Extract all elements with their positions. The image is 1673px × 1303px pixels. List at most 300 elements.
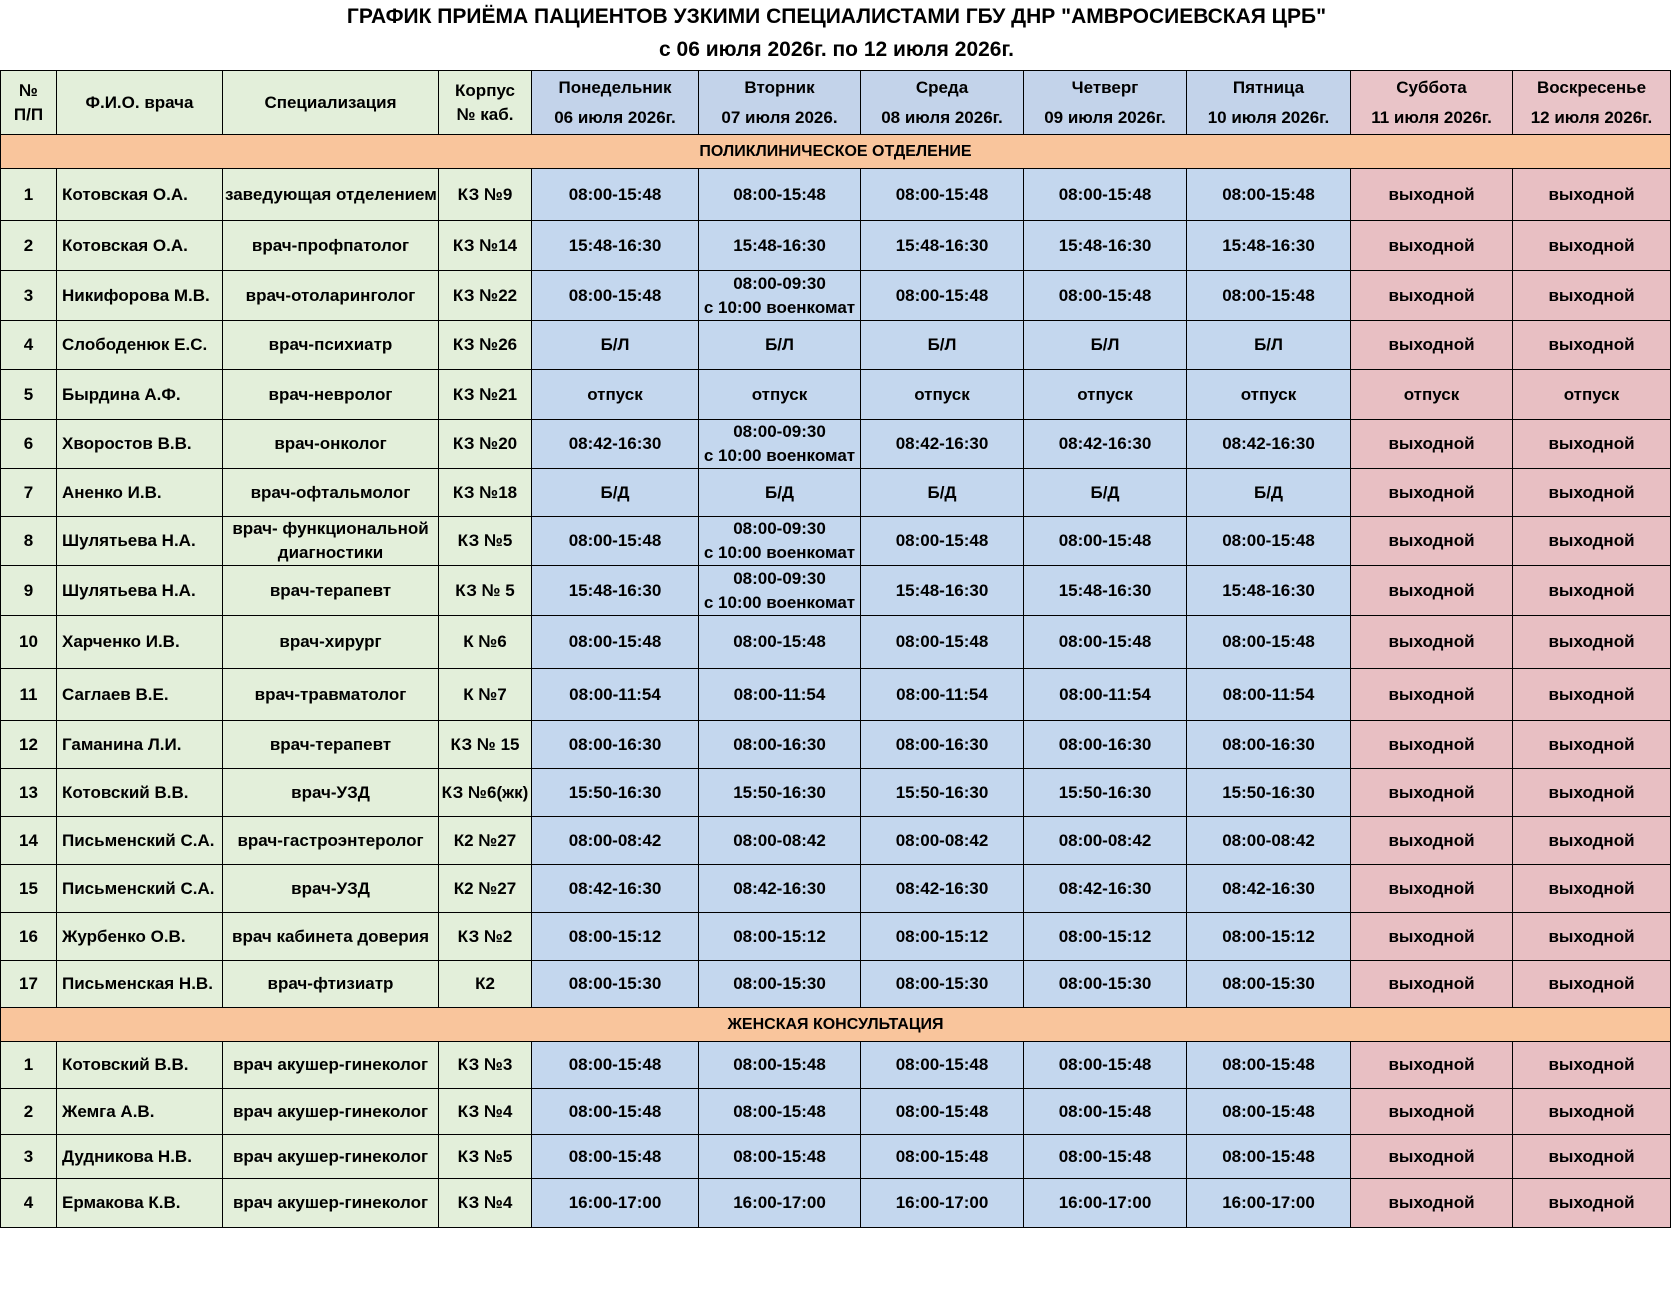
schedule-value: Б/Д: [764, 482, 795, 502]
schedule-value: 08:00-15:48: [733, 1055, 826, 1074]
schedule-value: отпуск: [1403, 384, 1460, 404]
page-period: с 06 июля 2026г. по 12 июля 2026г.: [659, 38, 1014, 61]
schedule-value: 08:00-15:48: [1222, 531, 1315, 550]
schedule-cell: [699, 1042, 861, 1089]
schedule-cell: [861, 1089, 1024, 1135]
schedule-cell: [1351, 669, 1513, 721]
schedule-cell: [1351, 271, 1513, 321]
schedule-value: 08:00-15:48: [568, 632, 662, 651]
specialization-line: врач акушер-гинеколог: [232, 1146, 429, 1166]
schedule-value: 08:00-08:42: [568, 830, 662, 850]
schedule-value: 08:00-15:48: [1222, 1146, 1315, 1166]
schedule-value: Б/Л: [1090, 335, 1120, 354]
schedule-cell: [861, 1135, 1024, 1179]
schedule-cell: [1351, 370, 1513, 420]
schedule-cell: [861, 370, 1024, 420]
schedule-value: 08:00-15:48: [1222, 1055, 1315, 1074]
schedule-value: выходной: [1548, 1193, 1635, 1212]
schedule-value: выходной: [1548, 1146, 1635, 1166]
schedule-value: 08:42-16:30: [1058, 878, 1152, 898]
specialization-line: врач-онколог: [274, 434, 387, 453]
schedule-cell: [1351, 169, 1513, 221]
doctor-name: Аненко И.В.: [57, 469, 223, 517]
row-number: 1: [1, 169, 57, 221]
room-number: КЗ № 15: [439, 721, 532, 769]
schedule-cell: [699, 1179, 861, 1228]
specialization-line: врач-гастроэнтеролог: [237, 830, 424, 850]
schedule-cell: [1351, 817, 1513, 865]
header-room: Корпус № каб.: [439, 71, 532, 135]
schedule-value: выходной: [1548, 580, 1635, 600]
schedule-cell: [699, 817, 861, 865]
schedule-cell: [861, 721, 1024, 769]
row-number: 15: [1, 865, 57, 913]
schedule-cell: [532, 517, 699, 566]
schedule-cell: [699, 566, 861, 616]
table-row: [1, 1179, 1671, 1228]
table-row: [1, 517, 1671, 566]
schedule-cell: [1187, 370, 1351, 420]
schedule-cell: [861, 221, 1024, 271]
schedule-value: 08:00-15:48: [568, 1101, 662, 1121]
schedule-value: 08:00-15:48: [1058, 1055, 1152, 1074]
schedule-value: 08:00-15:48: [733, 184, 826, 204]
schedule-cell: [532, 370, 699, 420]
row-number: 12: [1, 721, 57, 769]
schedule-value: выходной: [1388, 974, 1475, 993]
schedule-cell: [699, 517, 861, 566]
schedule-cell: [532, 221, 699, 271]
schedule-value: 16:00-17:00: [1222, 1193, 1315, 1212]
schedule-cell: [699, 961, 861, 1008]
schedule-value: 08:00-15:30: [1222, 974, 1315, 993]
schedule-value: 08:00-15:48: [1058, 285, 1152, 305]
schedule-value: отпуск: [751, 384, 808, 404]
schedule-value: выходной: [1388, 434, 1475, 453]
schedule-value: выходной: [1548, 684, 1635, 704]
schedule-cell: [699, 616, 861, 669]
schedule-cell: [1513, 769, 1671, 817]
schedule-value: 08:00-15:48: [1058, 1101, 1152, 1121]
row-number: 5: [1, 370, 57, 420]
schedule-cell: [532, 566, 699, 616]
schedule-cell: [1513, 961, 1671, 1008]
table-row: [1, 616, 1671, 669]
specialization-line: врач- функциональной: [232, 519, 429, 538]
row-number: 14: [1, 817, 57, 865]
schedule-value: с 10:00 военкомат: [703, 592, 856, 612]
schedule-cell: [1513, 517, 1671, 566]
schedule-value: 15:48-16:30: [1058, 235, 1152, 255]
schedule-value: 08:00-15:48: [1222, 184, 1315, 204]
schedule-value: 15:50-16:30: [895, 782, 989, 802]
schedule-cell: [861, 616, 1024, 669]
schedule-cell: [1351, 769, 1513, 817]
doctor-name: Котовская О.А.: [57, 169, 223, 221]
specialization: [223, 469, 439, 517]
schedule-value: 08:00-15:48: [895, 632, 989, 651]
schedule-cell: [532, 769, 699, 817]
schedule-cell: [1351, 1042, 1513, 1089]
schedule-value: 16:00-17:00: [1058, 1193, 1152, 1212]
schedule-cell: [861, 769, 1024, 817]
room-number: КЗ №5: [439, 517, 532, 566]
schedule-cell: [532, 1135, 699, 1179]
table-row: [1, 169, 1671, 221]
table-row: [1, 420, 1671, 469]
room-number: КЗ №18: [439, 469, 532, 517]
schedule-cell: [1024, 169, 1187, 221]
schedule-cell: [1351, 517, 1513, 566]
schedule-cell: [1513, 817, 1671, 865]
table-body: [1, 135, 1671, 1228]
schedule-cell: [1024, 1089, 1187, 1135]
schedule-value: 15:48-16:30: [1058, 580, 1152, 600]
schedule-value: 08:00-08:42: [733, 830, 826, 850]
schedule-value: выходной: [1548, 531, 1635, 550]
schedule-value: выходной: [1548, 1055, 1635, 1074]
row-number: 4: [1, 321, 57, 370]
section-header-row: [1, 1008, 1671, 1042]
schedule-value: 16:00-17:00: [895, 1193, 989, 1212]
schedule-value: Б/Д: [1090, 482, 1120, 502]
schedule-value: 08:00-15:30: [733, 974, 826, 993]
doctor-name: Журбенко О.В.: [57, 913, 223, 961]
schedule-cell: [861, 669, 1024, 721]
doctor-name: Дудникова Н.В.: [57, 1135, 223, 1179]
schedule-value: выходной: [1548, 926, 1635, 946]
schedule-value: Б/Л: [765, 335, 794, 354]
schedule-value: 08:00-11:54: [569, 684, 661, 704]
doctor-name: Жемга А.В.: [57, 1089, 223, 1135]
schedule-value: выходной: [1548, 434, 1635, 453]
specialization-line: врач-УЗД: [291, 878, 370, 898]
schedule-cell: [1351, 420, 1513, 469]
table-row: [1, 469, 1671, 517]
row-number: 16: [1, 913, 57, 961]
schedule-cell: [1024, 1135, 1187, 1179]
schedule-value: 08:00-15:48: [568, 184, 662, 204]
schedule-value: 15:50-16:30: [1222, 782, 1315, 802]
schedule-cell: [1187, 221, 1351, 271]
schedule-cell: [699, 769, 861, 817]
row-number: 13: [1, 769, 57, 817]
schedule-value: 08:42-16:30: [895, 878, 989, 898]
room-number: КЗ №2: [439, 913, 532, 961]
schedule-cell: [1351, 616, 1513, 669]
doctor-name: Шулятьева Н.А.: [57, 517, 223, 566]
schedule-value: 08:00-09:30: [733, 568, 826, 588]
specialization: [223, 961, 439, 1008]
room-number: КЗ №26: [439, 321, 532, 370]
room-number: КЗ №5: [439, 1135, 532, 1179]
schedule-cell: [1513, 370, 1671, 420]
schedule-cell: [699, 221, 861, 271]
doctor-name: Хворостов В.В.: [57, 420, 223, 469]
schedule-cell: [1351, 221, 1513, 271]
schedule-value: выходной: [1388, 1146, 1475, 1166]
schedule-cell: [1187, 321, 1351, 370]
schedule-value: выходной: [1548, 482, 1635, 502]
schedule-cell: [861, 913, 1024, 961]
schedule-value: выходной: [1388, 1101, 1475, 1121]
schedule-cell: [1024, 271, 1187, 321]
schedule-value: выходной: [1388, 734, 1475, 754]
schedule-cell: [532, 321, 699, 370]
doctor-name: Бырдина А.Ф.: [57, 370, 223, 420]
schedule-cell: [699, 913, 861, 961]
schedule-cell: [532, 1179, 699, 1228]
schedule-cell: [699, 271, 861, 321]
schedule-value: выходной: [1388, 684, 1475, 704]
row-number: 2: [1, 1089, 57, 1135]
page-title: ГРАФИК ПРИЁМА ПАЦИЕНТОВ УЗКИМИ СПЕЦИАЛИСТАМИ ГБУ ДНР "АМВРОСИЕВСКАЯ ЦРБ": [346, 5, 1327, 28]
schedule-cell: [861, 271, 1024, 321]
schedule-value: 08:00-15:48: [733, 632, 826, 651]
header-number: № П/П: [1, 71, 57, 135]
schedule-cell: [1024, 221, 1187, 271]
schedule-value: 08:00-15:48: [1058, 184, 1152, 204]
room-number: КЗ № 5: [439, 566, 532, 616]
specialization-line: врач-хирург: [279, 632, 382, 651]
header-fio: Ф.И.О. врача: [57, 71, 223, 135]
table-row: [1, 1042, 1671, 1089]
schedule-value: 08:00-15:48: [1058, 531, 1152, 550]
schedule-value: 08:42-16:30: [733, 878, 826, 898]
schedule-value: 15:48-16:30: [895, 580, 989, 600]
specialization-line: врач акушер-гинеколог: [232, 1101, 429, 1121]
schedule-value: 08:00-16:30: [895, 734, 989, 754]
schedule-value: 08:00-09:30: [733, 519, 826, 538]
table-row: [1, 669, 1671, 721]
schedule-cell: [1024, 517, 1187, 566]
room-number: КЗ №3: [439, 1042, 532, 1089]
schedule-cell: [861, 420, 1024, 469]
schedule-value: 08:00-11:54: [733, 684, 826, 704]
schedule-cell: [1351, 321, 1513, 370]
schedule-value: 08:00-16:30: [568, 734, 662, 754]
schedule-cell: [1351, 913, 1513, 961]
specialization-line: заведующая отделением: [225, 184, 437, 204]
schedule-cell: [699, 370, 861, 420]
schedule-value: 15:50-16:30: [568, 782, 662, 802]
doctor-name: Котовский В.В.: [57, 769, 223, 817]
schedule-value: 15:48-16:30: [568, 580, 662, 600]
schedule-cell: [699, 420, 861, 469]
schedule-cell: [532, 669, 699, 721]
schedule-cell: [1513, 271, 1671, 321]
schedule-cell: [1024, 1042, 1187, 1089]
schedule-cell: [1024, 721, 1187, 769]
specialization-line: врач-УЗД: [291, 782, 370, 802]
doctor-name: Котовская О.А.: [57, 221, 223, 271]
schedule-value: 08:00-16:30: [1058, 734, 1152, 754]
schedule-cell: [1187, 1089, 1351, 1135]
schedule-cell: [1187, 769, 1351, 817]
schedule-cell: [1024, 961, 1187, 1008]
specialization: [223, 169, 439, 221]
schedule-cell: [532, 961, 699, 1008]
schedule-cell: [532, 817, 699, 865]
header-wednesday: Среда 08 июля 2026г.: [861, 71, 1024, 135]
schedule-cell: [1513, 420, 1671, 469]
row-number: 7: [1, 469, 57, 517]
schedule-value: 08:00-15:12: [733, 926, 826, 946]
schedule-value: отпуск: [1240, 384, 1297, 404]
doctor-name: Шулятьева Н.А.: [57, 566, 223, 616]
schedule-value: 08:42-16:30: [1058, 434, 1152, 453]
schedule-value: 08:00-08:42: [1222, 830, 1315, 850]
title-block: [0, 0, 1673, 70]
schedule-cell: [1513, 913, 1671, 961]
schedule-value: 16:00-17:00: [568, 1193, 662, 1212]
schedule-value: выходной: [1388, 878, 1475, 898]
schedule-cell: [699, 1089, 861, 1135]
table-row: [1, 961, 1671, 1008]
schedule-cell: [1513, 469, 1671, 517]
schedule-value: отпуск: [1563, 384, 1620, 404]
specialization: [223, 1179, 439, 1228]
specialization-line: врач-невролог: [268, 384, 393, 404]
schedule-value: 08:00-15:48: [568, 531, 662, 550]
schedule-value: отпуск: [914, 384, 970, 404]
schedule-value: 15:48-16:30: [568, 235, 662, 255]
section-header-row: [1, 135, 1671, 169]
schedule-cell: [1513, 566, 1671, 616]
schedule-value: 16:00-17:00: [733, 1193, 826, 1212]
schedule-cell: [1351, 961, 1513, 1008]
schedule-cell: [532, 169, 699, 221]
schedule-value: 08:00-15:48: [895, 285, 989, 305]
schedule-value: 08:42-16:30: [1222, 878, 1315, 898]
doctor-name: Гаманина Л.И.: [57, 721, 223, 769]
schedule-value: выходной: [1548, 878, 1635, 898]
schedule-cell: [1187, 616, 1351, 669]
specialization-line: диагностики: [277, 543, 384, 562]
schedule-cell: [861, 169, 1024, 221]
schedule-value: 08:42-16:30: [568, 878, 662, 898]
schedule-value: выходной: [1388, 531, 1475, 550]
specialization-line: врач-фтизиатр: [267, 974, 394, 993]
specialization: [223, 865, 439, 913]
schedule-value: 15:48-16:30: [895, 235, 989, 255]
schedule-value: 08:00-15:48: [568, 285, 662, 305]
schedule-cell: [1513, 616, 1671, 669]
schedule-value: выходной: [1388, 926, 1475, 946]
schedule-value: выходной: [1388, 1055, 1475, 1074]
room-number: КЗ №14: [439, 221, 532, 271]
schedule-value: выходной: [1548, 235, 1635, 255]
room-number: КЗ №20: [439, 420, 532, 469]
specialization-line: врач-профпатолог: [251, 235, 410, 255]
doctor-name: Слободенюк Е.С.: [57, 321, 223, 370]
room-number: КЗ №22: [439, 271, 532, 321]
schedule-value: 08:00-15:48: [1058, 632, 1152, 651]
schedule-value: выходной: [1548, 335, 1635, 354]
schedule-value: Б/Д: [600, 482, 630, 502]
schedule-value: выходной: [1548, 1101, 1635, 1121]
table-row: [1, 1089, 1671, 1135]
table-row: [1, 566, 1671, 616]
header-thursday: Четверг 09 июля 2026г.: [1024, 71, 1187, 135]
schedule-cell: [1513, 669, 1671, 721]
schedule-cell: [532, 1089, 699, 1135]
schedule-cell: [1351, 721, 1513, 769]
doctor-name: Котовский В.В.: [57, 1042, 223, 1089]
schedule-cell: [1024, 913, 1187, 961]
schedule-value: выходной: [1548, 285, 1635, 305]
schedule-cell: [1024, 1179, 1187, 1228]
schedule-value: 15:48-16:30: [733, 235, 826, 255]
specialization: [223, 817, 439, 865]
schedule-cell: [1187, 913, 1351, 961]
schedule-value: выходной: [1388, 580, 1475, 600]
schedule-value: 08:00-11:54: [1222, 684, 1315, 704]
schedule-value: выходной: [1548, 974, 1635, 993]
schedule-value: 08:00-11:54: [896, 684, 988, 704]
row-number: 11: [1, 669, 57, 721]
schedule-cell: [1513, 1179, 1671, 1228]
schedule-value: отпуск: [587, 384, 643, 404]
section-title: ПОЛИКЛИНИЧЕСКОЕ ОТДЕЛЕНИЕ: [1, 135, 1671, 169]
specialization-line: врач акушер-гинеколог: [232, 1055, 429, 1074]
schedule-value: 15:50-16:30: [733, 782, 826, 802]
schedule-cell: [1513, 321, 1671, 370]
row-number: 2: [1, 221, 57, 271]
schedule-value: 08:00-15:12: [568, 926, 662, 946]
row-number: 3: [1, 1135, 57, 1179]
schedule-cell: [1024, 616, 1187, 669]
specialization: [223, 721, 439, 769]
schedule-value: выходной: [1548, 782, 1635, 802]
schedule-cell: [1187, 865, 1351, 913]
schedule-cell: [532, 1042, 699, 1089]
specialization-line: врач-офтальмолог: [250, 482, 411, 502]
schedule-value: 08:00-15:48: [568, 1146, 662, 1166]
specialization-line: врач-отоларинголог: [245, 285, 416, 305]
specialization-line: врач-психиатр: [268, 335, 393, 354]
schedule-value: 08:00-16:30: [733, 734, 826, 754]
schedule-cell: [861, 817, 1024, 865]
schedule-cell: [1351, 1089, 1513, 1135]
schedule-value: выходной: [1388, 335, 1475, 354]
specialization: [223, 271, 439, 321]
table-row: [1, 321, 1671, 370]
schedule-cell: [1187, 669, 1351, 721]
schedule-value: 08:00-15:48: [1222, 1101, 1315, 1121]
schedule-value: Б/Д: [927, 482, 957, 502]
schedule-value: выходной: [1548, 830, 1635, 850]
schedule-value: 08:00-11:54: [1059, 684, 1151, 704]
specialization: [223, 1135, 439, 1179]
schedule-cell: [1351, 469, 1513, 517]
schedule-value: 08:00-15:12: [1222, 926, 1315, 946]
schedule-cell: [1513, 865, 1671, 913]
schedule-value: выходной: [1388, 482, 1475, 502]
header-tuesday: Вторник 07 июля 2026.: [699, 71, 861, 135]
schedule-value: 08:00-15:48: [1222, 632, 1315, 651]
schedule-cell: [532, 469, 699, 517]
schedule-value: 08:42-16:30: [895, 434, 989, 453]
specialization: [223, 913, 439, 961]
schedule-cell: [1187, 1179, 1351, 1228]
schedule-value: 08:00-15:48: [895, 531, 989, 550]
schedule-cell: [861, 321, 1024, 370]
doctor-name: Саглаев В.Е.: [57, 669, 223, 721]
schedule-value: 15:48-16:30: [1222, 580, 1315, 600]
specialization: [223, 420, 439, 469]
schedule-cell: [699, 169, 861, 221]
